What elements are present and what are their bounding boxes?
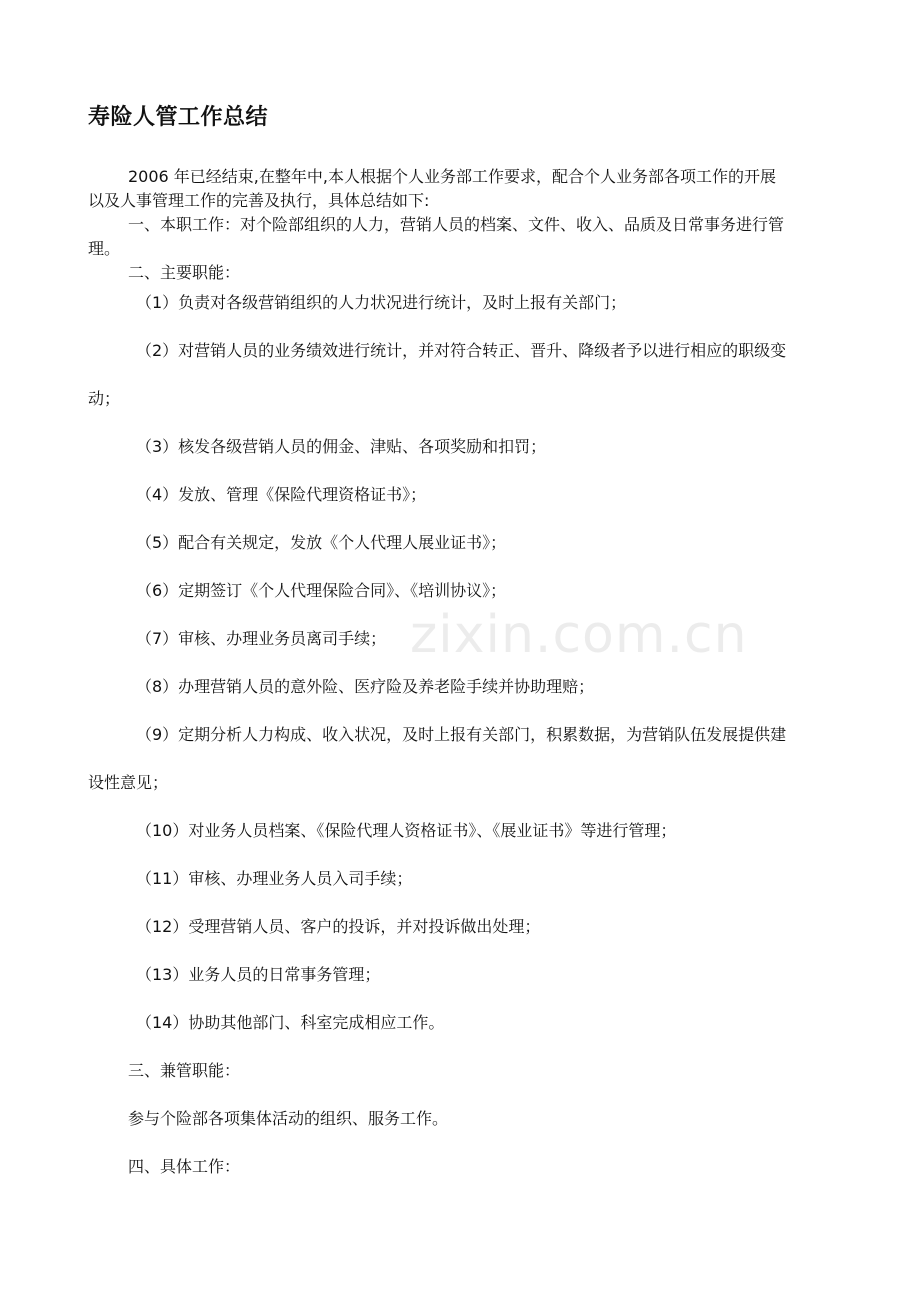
list-item: （11）审核、办理业务人员入司手续； xyxy=(136,869,413,888)
section2-heading: 二、主要职能： xyxy=(128,263,241,282)
list-item: （12）受理营销人员、客户的投诉，并对投诉做出处理； xyxy=(136,917,541,936)
section3-text: 参与个险部各项集体活动的组织、服务工作。 xyxy=(128,1109,449,1128)
list-item: （5）配合有关规定，发放《个人代理人展业证书》； xyxy=(136,533,507,552)
list-item: （14）协助其他部门、科室完成相应工作。 xyxy=(136,1013,445,1032)
list-item: （7）审核、办理业务员离司手续； xyxy=(136,629,387,648)
list-item: （1）负责对各级营销组织的人力状况进行统计，及时上报有关部门； xyxy=(136,293,627,312)
list-item: （8）办理营销人员的意外险、医疗险及养老险手续并协助理赔； xyxy=(136,677,595,696)
intro-paragraph: 2006 年已经结束,在整年中,本人根据个人业务部工作要求，配合个人业务部各项工作的开展以及人事管理工作的完善及执行，具体总结如下: xyxy=(88,167,776,210)
watermark: zixin.com.cn xyxy=(410,605,748,665)
list-item: （13）业务人员的日常事务管理； xyxy=(136,965,381,984)
list-item: （10）对业务人员档案、《保险代理人资格证书》、《展业证书》等进行管理； xyxy=(136,821,677,840)
list-item: （9）定期分析人力构成、收入状况，及时上报有关部门，积累数据，为营销队伍发展提供建设性意见； xyxy=(88,725,787,792)
list-item: （2）对营销人员的业务绩效进行统计，并对符合转正、晋升、降级者予以进行相应的职级变动； xyxy=(88,341,787,408)
list-item: （3）核发各级营销人员的佣金、津贴、各项奖励和扣罚； xyxy=(136,437,547,456)
document-title: 寿险人管工作总结 xyxy=(88,105,269,130)
list-item: （6）定期签订《个人代理保险合同》、《培训协议》； xyxy=(136,581,507,600)
section4-heading: 四、具体工作： xyxy=(128,1157,241,1176)
section3-heading: 三、兼管职能： xyxy=(128,1061,241,1080)
list-item: （4）发放、管理《保险代理资格证书》； xyxy=(136,485,427,504)
section1-paragraph: 一、本职工作：对个险部组织的人力，营销人员的档案、文件、收入、品质及日常事务进行管理。 xyxy=(88,215,785,258)
intro-block xyxy=(88,165,788,285)
